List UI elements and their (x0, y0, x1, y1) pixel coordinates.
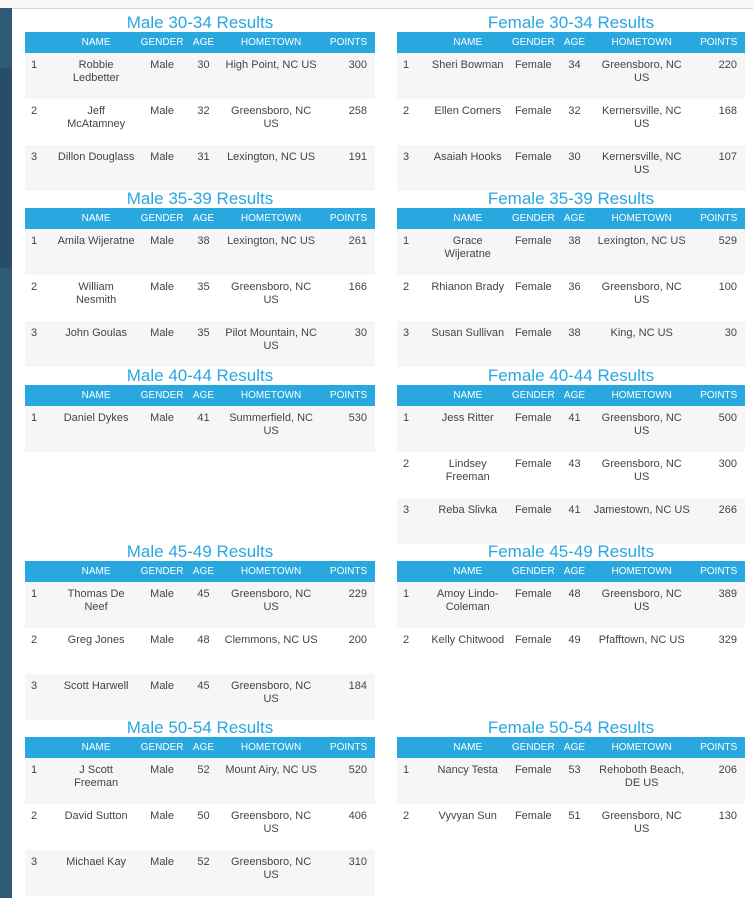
column-header-gender: GENDER (137, 561, 187, 582)
points-cell: 530 (322, 406, 375, 452)
results-male-30-34 (25, 14, 375, 191)
rank-cell: 2 (397, 275, 427, 321)
age-cell: 53 (558, 758, 591, 804)
table-header (397, 208, 745, 229)
rank-cell: 2 (25, 275, 55, 321)
age-cell: 51 (558, 804, 591, 850)
name-cell: Thomas De Neef (55, 582, 137, 628)
age-cell: 43 (558, 452, 591, 498)
points-cell: 220 (692, 53, 745, 99)
age-cell: 48 (558, 582, 591, 628)
gender-cell: Female (509, 582, 558, 628)
hometown-cell: Greensboro, NC US (220, 804, 322, 850)
column-header-name: NAME (55, 561, 137, 582)
table-row (25, 758, 375, 804)
age-cell: 49 (558, 628, 591, 674)
table-row (25, 229, 375, 275)
name-cell: Greg Jones (55, 628, 137, 674)
top-divider (0, 0, 753, 9)
section-title: Male 50-54 Results (126, 718, 274, 737)
age-cell: 45 (187, 674, 220, 720)
age-cell: 41 (558, 406, 591, 452)
gender-cell: Male (137, 229, 187, 275)
age-cell: 45 (187, 582, 220, 628)
age-cell: 35 (187, 275, 220, 321)
column-header-points: POINTS (322, 385, 375, 406)
gender-cell: Male (137, 275, 187, 321)
results-female-40-44 (397, 367, 745, 544)
table-header (397, 737, 745, 758)
age-cell: 35 (187, 321, 220, 367)
column-header-name: NAME (55, 737, 137, 758)
table-header (397, 385, 745, 406)
column-header-points: POINTS (692, 737, 745, 758)
column-header-rank (397, 737, 427, 758)
column-header-gender: GENDER (509, 561, 558, 582)
column-header-name: NAME (427, 737, 509, 758)
results-table (25, 385, 375, 452)
table-row (397, 145, 745, 191)
table-row (25, 321, 375, 367)
rank-cell: 2 (397, 99, 427, 145)
hometown-cell: Summerfield, NC US (220, 406, 322, 452)
hometown-cell: Greensboro, NC US (591, 582, 692, 628)
name-cell: Sheri Bowman (427, 53, 509, 99)
left-sidebar (0, 8, 12, 898)
table-row (397, 321, 745, 367)
gender-cell: Male (137, 674, 187, 720)
section-title: Female 45-49 Results (487, 542, 655, 561)
rank-cell: 3 (25, 321, 55, 367)
table-row (25, 406, 375, 452)
section-title: Female 30-34 Results (487, 13, 655, 32)
age-cell: 41 (187, 406, 220, 452)
table-row (25, 145, 375, 191)
table-row (397, 275, 745, 321)
column-header-hometown: HOMETOWN (220, 32, 322, 53)
results-table (25, 737, 375, 896)
table-row (25, 53, 375, 99)
gender-cell: Female (509, 99, 558, 145)
rank-cell: 1 (397, 53, 427, 99)
results-table (397, 208, 745, 367)
column-header-rank (25, 385, 55, 406)
name-cell: Rhianon Brady (427, 275, 509, 321)
column-header-rank (397, 208, 427, 229)
column-header-age: AGE (187, 737, 220, 758)
name-cell: Michael Kay (55, 850, 137, 896)
hometown-cell: Greensboro, NC US (591, 406, 692, 452)
rank-cell: 2 (397, 628, 427, 674)
column-header-name: NAME (427, 32, 509, 53)
hometown-cell: Greensboro, NC US (591, 452, 692, 498)
column-header-hometown: HOMETOWN (591, 32, 692, 53)
section-title: Female 40-44 Results (487, 366, 655, 385)
gender-cell: Male (137, 628, 187, 674)
column-header-points: POINTS (692, 208, 745, 229)
column-header-gender: GENDER (509, 208, 558, 229)
table-header (25, 32, 375, 53)
results-table (397, 561, 745, 674)
age-cell: 52 (187, 850, 220, 896)
name-cell: Vyvyan Sun (427, 804, 509, 850)
results-table (397, 32, 745, 191)
name-cell: Dillon Douglass (55, 145, 137, 191)
rank-cell: 2 (25, 804, 55, 850)
age-cell: 38 (187, 229, 220, 275)
age-cell: 38 (558, 321, 591, 367)
age-cell: 30 (187, 53, 220, 99)
column-header-hometown: HOMETOWN (220, 737, 322, 758)
age-cell: 50 (187, 804, 220, 850)
column-header-rank (25, 208, 55, 229)
table-row (397, 498, 745, 544)
results-table (25, 208, 375, 367)
results-male-40-44 (25, 367, 375, 452)
hometown-cell: Greensboro, NC US (220, 275, 322, 321)
age-cell: 32 (187, 99, 220, 145)
hometown-cell: High Point, NC US (220, 53, 322, 99)
points-cell: 191 (322, 145, 375, 191)
name-cell: Reba Slivka (427, 498, 509, 544)
column-header-points: POINTS (692, 32, 745, 53)
age-cell: 38 (558, 229, 591, 275)
age-cell: 36 (558, 275, 591, 321)
section-title: Female 35-39 Results (487, 189, 655, 208)
column-header-hometown: HOMETOWN (220, 561, 322, 582)
hometown-cell: Pilot Mountain, NC US (220, 321, 322, 367)
column-header-points: POINTS (322, 561, 375, 582)
results-male-50-54 (25, 719, 375, 896)
hometown-cell: Pfafftown, NC US (591, 628, 692, 674)
name-cell: Nancy Testa (427, 758, 509, 804)
results-female-45-49 (397, 543, 745, 674)
gender-cell: Female (509, 628, 558, 674)
column-header-age: AGE (558, 32, 591, 53)
column-header-rank (397, 561, 427, 582)
gender-cell: Male (137, 582, 187, 628)
points-cell: 200 (322, 628, 375, 674)
name-cell: Daniel Dykes (55, 406, 137, 452)
sidebar-scroll-thumb[interactable] (0, 68, 12, 268)
rank-cell: 1 (25, 229, 55, 275)
column-header-hometown: HOMETOWN (591, 385, 692, 406)
column-header-points: POINTS (322, 208, 375, 229)
results-table (397, 737, 745, 850)
name-cell: David Sutton (55, 804, 137, 850)
name-cell: William Nesmith (55, 275, 137, 321)
column-header-hometown: HOMETOWN (220, 208, 322, 229)
hometown-cell: Greensboro, NC US (220, 582, 322, 628)
hometown-cell: Greensboro, NC US (220, 674, 322, 720)
table-row (25, 804, 375, 850)
name-cell: Jeff McAtamney (55, 99, 137, 145)
name-cell: Susan Sullivan (427, 321, 509, 367)
name-cell: John Goulas (55, 321, 137, 367)
rank-cell: 1 (397, 582, 427, 628)
column-header-rank (397, 385, 427, 406)
table-row (25, 628, 375, 674)
rank-cell: 3 (25, 674, 55, 720)
column-header-name: NAME (427, 208, 509, 229)
age-cell: 52 (187, 758, 220, 804)
column-header-points: POINTS (692, 561, 745, 582)
table-row (397, 804, 745, 850)
rank-cell: 1 (25, 582, 55, 628)
rank-cell: 3 (397, 498, 427, 544)
column-header-rank (397, 32, 427, 53)
table-row (397, 582, 745, 628)
gender-cell: Male (137, 758, 187, 804)
column-header-age: AGE (558, 561, 591, 582)
hometown-cell: Mount Airy, NC US (220, 758, 322, 804)
rank-cell: 1 (25, 758, 55, 804)
table-header (25, 561, 375, 582)
hometown-cell: Jamestown, NC US (591, 498, 692, 544)
hometown-cell: Rehoboth Beach, DE US (591, 758, 692, 804)
hometown-cell: Lexington, NC US (220, 229, 322, 275)
gender-cell: Male (137, 53, 187, 99)
points-cell: 130 (692, 804, 745, 850)
points-cell: 30 (692, 321, 745, 367)
gender-cell: Male (137, 850, 187, 896)
gender-cell: Female (509, 804, 558, 850)
column-header-hometown: HOMETOWN (220, 385, 322, 406)
column-header-name: NAME (55, 32, 137, 53)
column-header-age: AGE (558, 208, 591, 229)
results-female-50-54 (397, 719, 745, 850)
rank-cell: 3 (25, 850, 55, 896)
hometown-cell: Greensboro, NC US (591, 804, 692, 850)
column-header-rank (25, 737, 55, 758)
points-cell: 258 (322, 99, 375, 145)
points-cell: 168 (692, 99, 745, 145)
column-header-points: POINTS (692, 385, 745, 406)
column-header-name: NAME (427, 561, 509, 582)
age-cell: 41 (558, 498, 591, 544)
results-male-35-39 (25, 190, 375, 367)
table-row (397, 229, 745, 275)
results-table (25, 32, 375, 191)
name-cell: Amila Wijeratne (55, 229, 137, 275)
hometown-cell: Lexington, NC US (220, 145, 322, 191)
results-table (25, 561, 375, 720)
table-row (397, 406, 745, 452)
rank-cell: 2 (25, 99, 55, 145)
age-cell: 34 (558, 53, 591, 99)
section-title: Male 35-39 Results (126, 189, 274, 208)
rank-cell: 3 (25, 145, 55, 191)
section-title: Female 50-54 Results (487, 718, 655, 737)
rank-cell: 2 (397, 804, 427, 850)
points-cell: 406 (322, 804, 375, 850)
age-cell: 48 (187, 628, 220, 674)
points-cell: 184 (322, 674, 375, 720)
points-cell: 529 (692, 229, 745, 275)
column-header-gender: GENDER (137, 737, 187, 758)
table-row (25, 275, 375, 321)
hometown-cell: Lexington, NC US (591, 229, 692, 275)
points-cell: 266 (692, 498, 745, 544)
table-header (397, 561, 745, 582)
hometown-cell: Greensboro, NC US (591, 275, 692, 321)
name-cell: J Scott Freeman (55, 758, 137, 804)
hometown-cell: Kernersville, NC US (591, 145, 692, 191)
column-header-rank (25, 32, 55, 53)
table-row (397, 758, 745, 804)
name-cell: Scott Harwell (55, 674, 137, 720)
column-header-age: AGE (187, 32, 220, 53)
table-header (25, 737, 375, 758)
gender-cell: Male (137, 321, 187, 367)
hometown-cell: Greensboro, NC US (591, 53, 692, 99)
column-header-age: AGE (558, 385, 591, 406)
hometown-cell: King, NC US (591, 321, 692, 367)
points-cell: 100 (692, 275, 745, 321)
gender-cell: Female (509, 229, 558, 275)
column-header-gender: GENDER (509, 737, 558, 758)
table-row (397, 99, 745, 145)
points-cell: 261 (322, 229, 375, 275)
column-header-gender: GENDER (509, 32, 558, 53)
table-header (25, 385, 375, 406)
points-cell: 30 (322, 321, 375, 367)
gender-cell: Male (137, 99, 187, 145)
hometown-cell: Greensboro, NC US (220, 850, 322, 896)
points-cell: 107 (692, 145, 745, 191)
section-title: Male 30-34 Results (126, 13, 274, 32)
table-row (25, 674, 375, 720)
name-cell: Ellen Corners (427, 99, 509, 145)
name-cell: Jess Ritter (427, 406, 509, 452)
rank-cell: 1 (397, 406, 427, 452)
table-row (25, 582, 375, 628)
column-header-gender: GENDER (509, 385, 558, 406)
points-cell: 300 (692, 452, 745, 498)
points-cell: 229 (322, 582, 375, 628)
hometown-cell: Clemmons, NC US (220, 628, 322, 674)
rank-cell: 3 (397, 145, 427, 191)
column-header-hometown: HOMETOWN (591, 561, 692, 582)
table-row (397, 452, 745, 498)
name-cell: Grace Wijeratne (427, 229, 509, 275)
name-cell: Kelly Chitwood (427, 628, 509, 674)
name-cell: Lindsey Freeman (427, 452, 509, 498)
column-header-gender: GENDER (137, 385, 187, 406)
table-row (25, 850, 375, 896)
gender-cell: Female (509, 406, 558, 452)
table-row (397, 628, 745, 674)
gender-cell: Male (137, 406, 187, 452)
column-header-name: NAME (55, 385, 137, 406)
gender-cell: Female (509, 321, 558, 367)
table-header (397, 32, 745, 53)
points-cell: 206 (692, 758, 745, 804)
gender-cell: Female (509, 275, 558, 321)
table-header (25, 208, 375, 229)
gender-cell: Female (509, 53, 558, 99)
column-header-name: NAME (55, 208, 137, 229)
name-cell: Asaiah Hooks (427, 145, 509, 191)
gender-cell: Female (509, 498, 558, 544)
hometown-cell: Kernersville, NC US (591, 99, 692, 145)
rank-cell: 1 (397, 229, 427, 275)
name-cell: Robbie Ledbetter (55, 53, 137, 99)
points-cell: 520 (322, 758, 375, 804)
points-cell: 389 (692, 582, 745, 628)
rank-cell: 2 (397, 452, 427, 498)
age-cell: 30 (558, 145, 591, 191)
column-header-rank (25, 561, 55, 582)
column-header-age: AGE (558, 737, 591, 758)
points-cell: 166 (322, 275, 375, 321)
results-male-45-49 (25, 543, 375, 720)
column-header-hometown: HOMETOWN (591, 737, 692, 758)
rank-cell: 1 (25, 406, 55, 452)
table-row (25, 99, 375, 145)
column-header-points: POINTS (322, 32, 375, 53)
column-header-age: AGE (187, 385, 220, 406)
column-header-points: POINTS (322, 737, 375, 758)
column-header-gender: GENDER (137, 208, 187, 229)
gender-cell: Female (509, 452, 558, 498)
results-table (397, 385, 745, 544)
points-cell: 329 (692, 628, 745, 674)
rank-cell: 1 (397, 758, 427, 804)
gender-cell: Male (137, 145, 187, 191)
gender-cell: Female (509, 145, 558, 191)
name-cell: Amoy Lindo-Coleman (427, 582, 509, 628)
gender-cell: Female (509, 758, 558, 804)
results-female-35-39 (397, 190, 745, 367)
points-cell: 500 (692, 406, 745, 452)
column-header-gender: GENDER (137, 32, 187, 53)
points-cell: 310 (322, 850, 375, 896)
table-row (397, 53, 745, 99)
rank-cell: 1 (25, 53, 55, 99)
hometown-cell: Greensboro, NC US (220, 99, 322, 145)
column-header-age: AGE (187, 208, 220, 229)
section-title: Male 40-44 Results (126, 366, 274, 385)
age-cell: 32 (558, 99, 591, 145)
rank-cell: 3 (397, 321, 427, 367)
points-cell: 300 (322, 53, 375, 99)
section-title: Male 45-49 Results (126, 542, 274, 561)
rank-cell: 2 (25, 628, 55, 674)
age-cell: 31 (187, 145, 220, 191)
column-header-name: NAME (427, 385, 509, 406)
results-female-30-34 (397, 14, 745, 191)
gender-cell: Male (137, 804, 187, 850)
column-header-hometown: HOMETOWN (591, 208, 692, 229)
column-header-age: AGE (187, 561, 220, 582)
